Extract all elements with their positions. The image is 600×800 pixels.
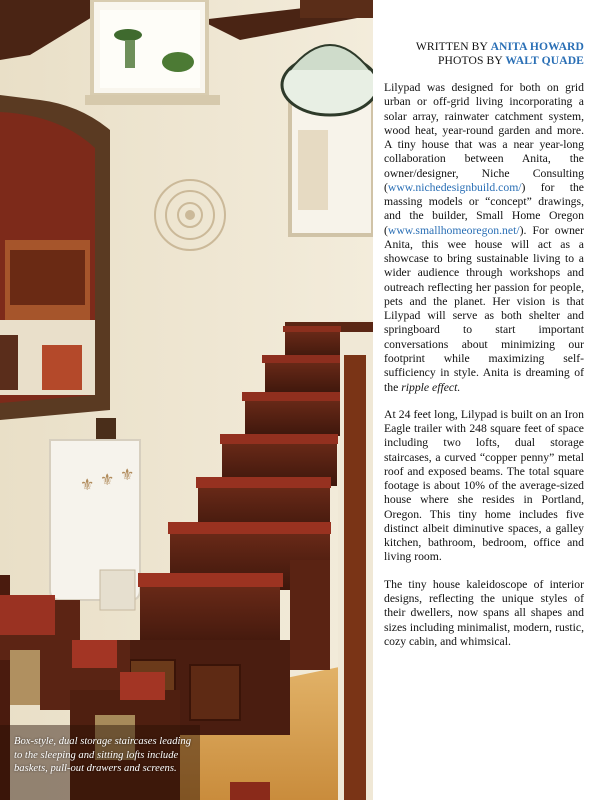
paragraph-text: Lilypad was designed for both on grid urban or off-grid living incorporating a solar array, rainwater catchment system, wood heat, year-round garden and more. A tiny house that was a near year-long collaboration between Anita, the owner/designer, Niche Consulting ( <box>384 80 584 194</box>
paragraph-intro <box>384 81 584 395</box>
photo-caption: Box-style, dual storage staircases leading to the sleeping and sitting lofts include baskets, pull-out drawers and screens. <box>14 736 192 775</box>
svg-text:⚜: ⚜ <box>80 477 95 494</box>
photos-by-label: PHOTOS BY <box>438 54 506 68</box>
author-name: ANITA HOWARD <box>490 40 584 53</box>
article-body <box>384 81 584 649</box>
author-line <box>384 40 584 54</box>
paragraph-styles: The tiny house kaleidoscope of interior designs, reflecting the unique styles of their dwellers, now spans all shapes and sizes including minimalist, modern, rustic, cozy cabin, and whimsical. <box>384 577 584 648</box>
ripple-effect-emphasis: ripple effect. <box>401 380 461 394</box>
article-column <box>384 40 584 662</box>
svg-text:⚜: ⚜ <box>100 472 115 489</box>
photographer-name: WALT QUADE <box>505 54 584 68</box>
paragraph-text: ). For owner Anita, this wee house will act as a showcase to bring sustainable living to a wider audience through workshops and outreach reflecting her passion for people, pets and the planet. Her vision is that Lilypad will serve as both shelter and springboard to start important conversations about minimizing our footprint while maximizing self-sufficiency in style. Anita is dreaming of the <box>384 223 584 394</box>
photographer-line <box>384 54 584 68</box>
wall-medallion <box>155 180 225 250</box>
paragraph-text: ) for the massing models or “concept” drawings, and the builder, Small Home Oregon ( <box>384 180 584 237</box>
niche-consulting-link[interactable]: www.nichedesignbuild.com/ <box>387 180 522 194</box>
wall-cabinet <box>50 440 140 610</box>
written-by-label: WRITTEN BY <box>415 40 491 53</box>
svg-text:⚜: ⚜ <box>120 467 135 484</box>
paragraph-specs: At 24 feet long, Lilypad is built on an Iron Eagle trailer with 248 square feet of space including two lofts, dual storage staircases, a curved “copper penny” metal roof and exposed beams. The total square footage is about 10% of the average-sized house where she resides in Portland, Oregon. This tiny home includes five distinct albeit diminutive spaces, a galley kitchen, bathroom, bedroom, office and living room. <box>384 407 584 564</box>
byline <box>384 40 584 69</box>
ornate-mirror <box>0 95 110 420</box>
small-home-oregon-link[interactable]: www.smallhomeoregon.net/ <box>387 223 520 237</box>
